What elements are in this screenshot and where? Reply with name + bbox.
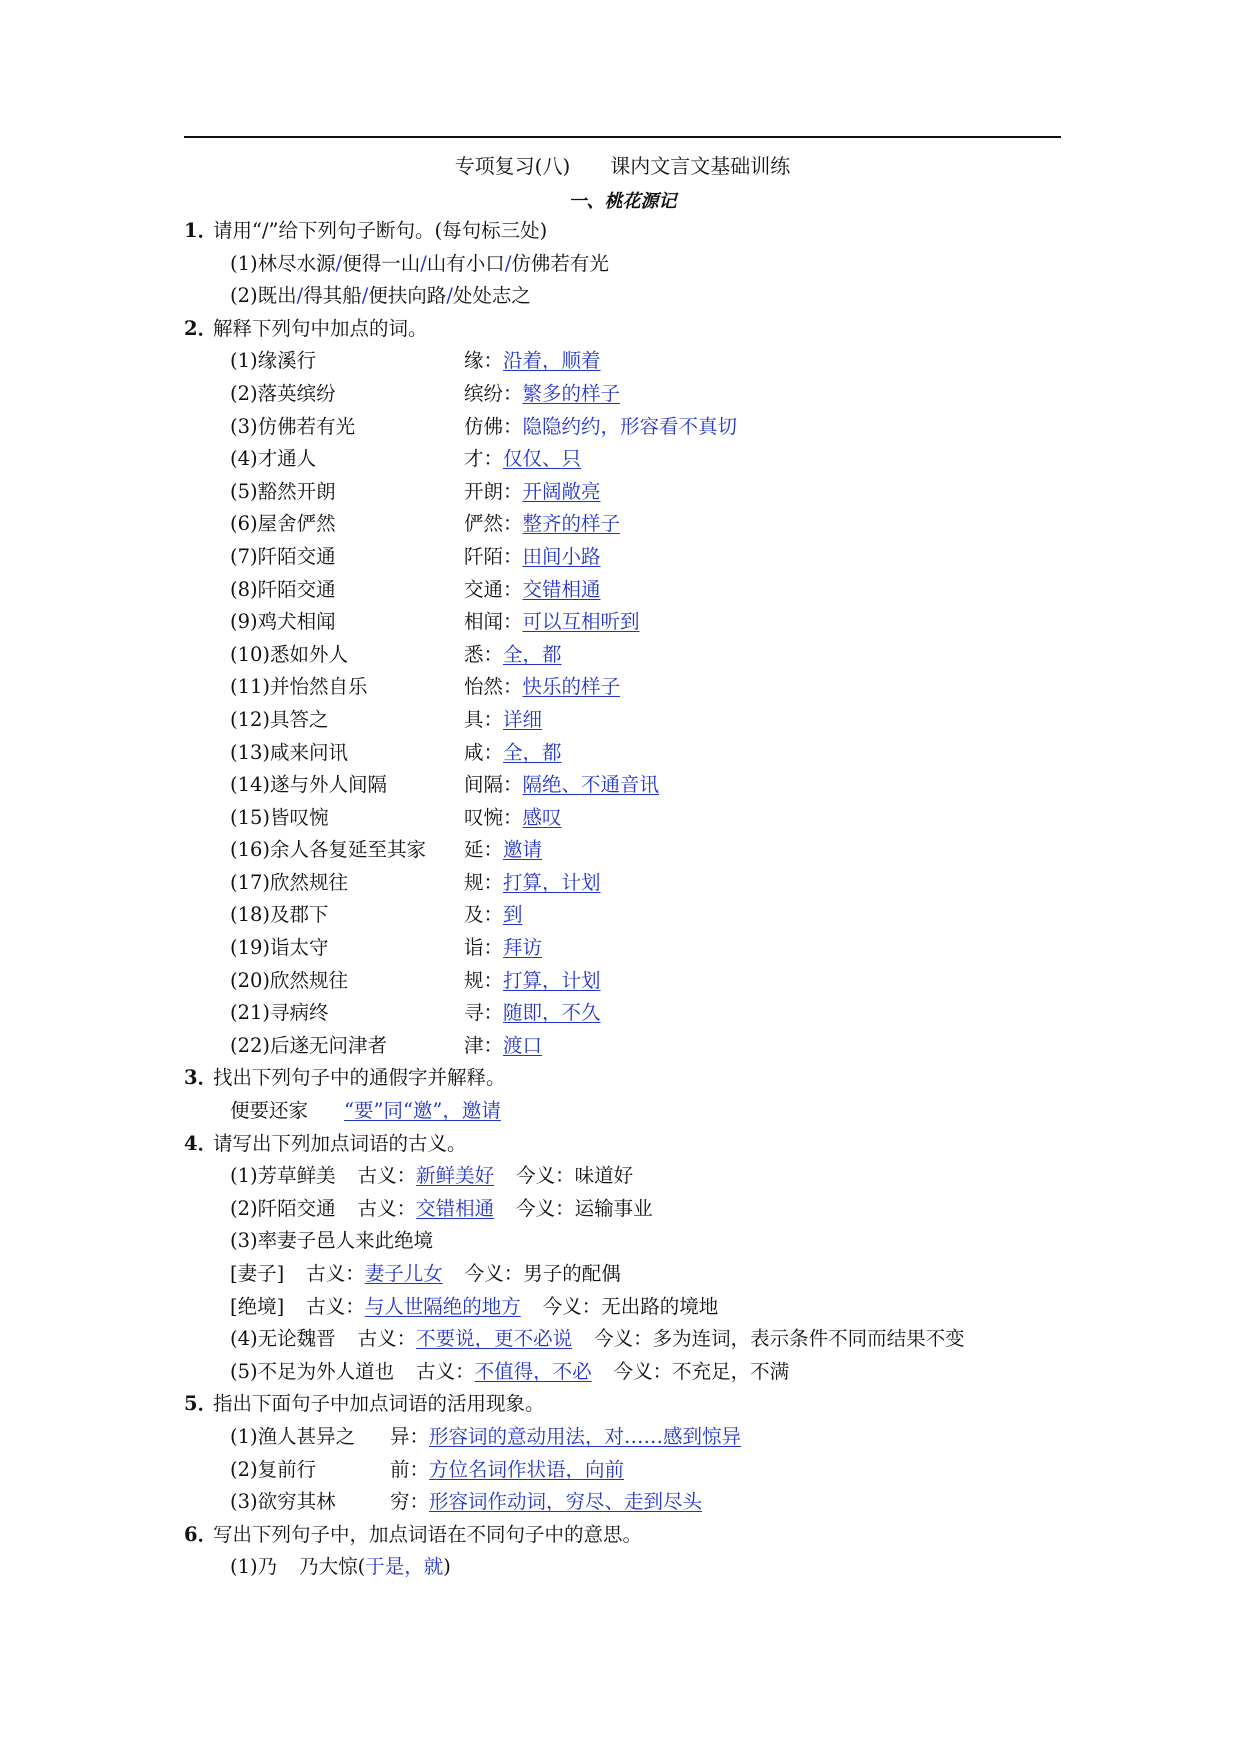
q2-item	[184, 965, 1061, 998]
target-word: 异：	[390, 1424, 430, 1448]
phrase: (8)阡陌交通	[230, 577, 336, 601]
phrase: (20)欣然规往	[230, 968, 349, 992]
answer: 繁多的样子	[522, 381, 621, 405]
phrase: (2)复前行	[230, 1457, 317, 1481]
q1-sentence-1: (1)林尽水源/便得一山/山有小口/仿佛若有光	[230, 251, 609, 275]
target-word: 叹惋：	[464, 805, 523, 829]
phrase: (1)渔人甚异之	[230, 1424, 356, 1448]
answer: 全，都	[503, 740, 562, 764]
target-word: 前：	[390, 1457, 430, 1481]
q5-item	[184, 1454, 1061, 1487]
answer: 方位名词作状语，向前	[429, 1457, 625, 1481]
phrase: (13)咸来问讯	[230, 740, 349, 764]
q1-sentence-2: (2)既出/得其船/便扶向路/处处志之	[230, 284, 531, 308]
q2-item	[184, 899, 1061, 932]
target-word: 寻：	[464, 1001, 504, 1025]
target-word: 具：	[464, 707, 504, 731]
q2-item	[184, 639, 1061, 672]
phrase: (21)寻病终	[230, 1001, 329, 1025]
q2-item	[184, 606, 1061, 639]
q5-list	[184, 1421, 1061, 1519]
target-word: 津：	[464, 1033, 504, 1057]
q2-item	[184, 997, 1061, 1030]
answer: 渡口	[503, 1033, 543, 1057]
q2-item	[184, 769, 1061, 802]
section-title: 一、桃花源记	[568, 191, 677, 212]
target-word: 俨然：	[464, 512, 523, 536]
q2-item	[184, 345, 1061, 378]
target-word: 相闻：	[464, 610, 523, 634]
target-word: 间隔：	[464, 773, 523, 797]
q4-line-6: (4)无论魏晋 古义：不要说，更不必说 今义：多为连词，表示条件不同而结果不变	[230, 1327, 965, 1351]
q2-item	[184, 541, 1061, 574]
target-word: 才：	[464, 447, 504, 471]
answer: 整齐的样子	[522, 512, 621, 536]
q2-item	[184, 704, 1061, 737]
q2-item	[184, 834, 1061, 867]
q4-line-4: [妻子] 古义：妻子儿女 今义：男子的配偶	[230, 1262, 621, 1285]
q4-line-7: (5)不足为外人道也 古义：不值得，不必 今义：不充足，不满	[230, 1359, 790, 1383]
q4-line-2: (2)阡陌交通 古义：交错相通 今义：运输事业	[230, 1196, 653, 1220]
q2-list	[184, 345, 1061, 1062]
phrase: (12)具答之	[230, 707, 329, 731]
answer: 全，都	[503, 642, 562, 666]
phrase: (3)欲穷其林	[230, 1490, 336, 1514]
q2-item	[184, 671, 1061, 704]
question-1: 1．请用“/”给下列句子断句。(每句标三处)	[184, 219, 548, 242]
q2-item	[184, 443, 1061, 476]
phrase: (6)屋舍俨然	[230, 512, 336, 536]
target-word: 怡然：	[464, 675, 523, 699]
target-word: 缘：	[464, 349, 504, 373]
top-rule	[184, 136, 1061, 138]
phrase: (22)后遂无问津者	[230, 1033, 388, 1057]
target-word: 诣：	[464, 936, 504, 960]
answer: 可以互相听到	[522, 610, 640, 634]
phrase: (9)鸡犬相闻	[230, 610, 336, 634]
phrase: (1)缘溪行	[230, 349, 317, 373]
answer: 打算，计划	[503, 870, 601, 894]
answer: 田间小路	[522, 544, 601, 568]
q2-item	[184, 508, 1061, 541]
q2-item	[184, 737, 1061, 770]
question-4: 4．请写出下列加点词语的古义。	[184, 1131, 467, 1155]
answer: 邀请	[503, 838, 543, 862]
phrase: (14)遂与外人间隔	[230, 773, 388, 797]
target-word: 穷：	[390, 1490, 430, 1514]
q4-line-1: (1)芳草鲜美 古义：新鲜美好 今义：味道好	[230, 1164, 634, 1188]
q5-item	[184, 1486, 1061, 1519]
phrase: (15)皆叹惋	[230, 805, 329, 829]
answer: 交错相通	[522, 577, 601, 601]
question-5: 5．指出下面句子中加点词语的活用现象。	[184, 1392, 545, 1416]
target-word: 及：	[464, 903, 504, 927]
target-word: 规：	[464, 870, 504, 894]
q2-item	[184, 1030, 1061, 1063]
target-word: 规：	[464, 968, 504, 992]
worksheet	[184, 215, 1061, 1584]
answer: 快乐的样子	[522, 675, 621, 699]
q3-item: 便要还家 “要”同“邀”，邀请	[230, 1099, 501, 1123]
target-word: 缤纷：	[464, 381, 523, 405]
answer: 仅仅、只	[503, 447, 582, 471]
answer: 详细	[503, 707, 543, 731]
q4-line-5: [绝境] 古义：与人世隔绝的地方 今义：无出路的境地	[230, 1294, 719, 1318]
target-word: 仿佛：	[464, 414, 523, 438]
phrase: (16)余人各复延至其家	[230, 838, 427, 862]
q6-line-1: (1)乃 乃大惊(于是，就)	[230, 1555, 451, 1579]
target-word: 延：	[464, 838, 504, 862]
answer: 开阔敞亮	[522, 479, 601, 503]
phrase: (7)阡陌交通	[230, 544, 336, 568]
target-word: 开朗：	[464, 479, 523, 503]
answer: 隐隐约约，形容看不真切	[522, 414, 738, 438]
answer: 随即，不久	[503, 1001, 601, 1025]
q2-item	[184, 411, 1061, 444]
target-word: 悉：	[464, 642, 504, 666]
q2-item	[184, 378, 1061, 411]
answer: “要”同“邀”，邀请	[344, 1099, 501, 1123]
phrase: (4)才通人	[230, 447, 317, 471]
phrase: (5)豁然开朗	[230, 479, 336, 503]
phrase: (3)仿佛若有光	[230, 414, 356, 438]
question-6: 6．写出下列句子中，加点词语在不同句子中的意思。	[184, 1522, 643, 1546]
answer: 形容词的意动用法，对……感到惊异	[429, 1424, 742, 1448]
target-word: 交通：	[464, 577, 523, 601]
answer: 打算，计划	[503, 968, 601, 992]
phrase: (11)并怡然自乐	[230, 675, 368, 699]
answer: 形容词作动词，穷尽、走到尽头	[429, 1490, 703, 1514]
phrase: (18)及郡下	[230, 903, 329, 927]
q2-item	[184, 574, 1061, 607]
question-3: 3．找出下列句子中的通假字并解释。	[184, 1066, 506, 1090]
answer: 到	[503, 903, 523, 927]
answer: 隔绝、不通音讯	[522, 773, 660, 797]
phrase: (2)落英缤纷	[230, 381, 336, 405]
answer: 感叹	[522, 805, 562, 829]
q2-item	[184, 802, 1061, 835]
answer: 沿着，顺着	[503, 349, 601, 373]
target-word: 阡陌：	[464, 544, 523, 568]
q5-item	[184, 1421, 1061, 1454]
phrase: (17)欣然规往	[230, 870, 349, 894]
q2-item	[184, 476, 1061, 509]
q2-item	[184, 867, 1061, 900]
phrase: (19)诣太守	[230, 936, 329, 960]
answer: 拜访	[503, 936, 543, 960]
q4-line-3: (3)率妻子邑人来此绝境	[230, 1229, 434, 1253]
phrase: (10)悉如外人	[230, 642, 349, 666]
page-title: 专项复习(八) 课内文言文基础训练	[454, 154, 791, 178]
target-word: 咸：	[464, 740, 504, 764]
question-2: 2．解释下列句中加点的词。	[184, 316, 428, 340]
q2-item	[184, 932, 1061, 965]
